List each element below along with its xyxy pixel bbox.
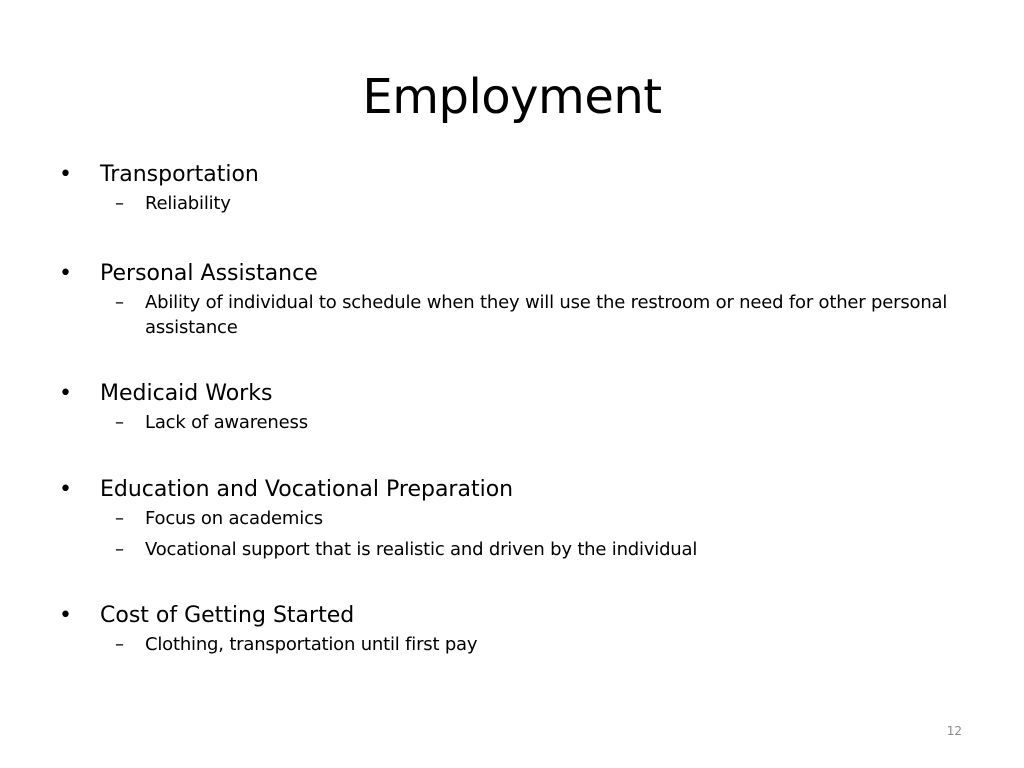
bullet-item: [0, 379, 1000, 409]
sub-bullet-text: Focus on academics: [145, 508, 323, 529]
sub-bullet-item: [0, 410, 1000, 435]
bullet-group-personal-assistance: [0, 259, 1000, 340]
bullet-text: Cost of Getting Started: [100, 603, 355, 628]
dash-icon: –: [115, 508, 124, 529]
bullet-item: [0, 160, 1000, 190]
dash-icon: –: [115, 634, 124, 655]
sub-bullet-item: [0, 191, 1000, 216]
sub-bullet-item: [0, 632, 1000, 657]
bullet-item: [0, 601, 1000, 631]
bullet-item: [0, 475, 1000, 505]
sub-bullet-item: [0, 506, 1000, 531]
sub-bullet-item: [0, 290, 1000, 340]
sub-bullet-text: Vocational support that is realistic and driven by the individual: [145, 539, 698, 560]
bullet-text: Education and Vocational Preparation: [100, 477, 514, 502]
bullet-icon: •: [59, 603, 72, 628]
dash-icon: –: [115, 292, 124, 313]
bullet-text: Personal Assistance: [100, 261, 318, 286]
bullet-icon: •: [59, 162, 72, 187]
bullet-group-cost: [0, 601, 1000, 657]
bullet-group-medicaid-works: [0, 379, 1000, 435]
bullet-icon: •: [59, 477, 72, 502]
sub-bullet-text: Ability of individual to schedule when they will use the restroom or need for other personal assistance: [145, 292, 948, 338]
bullet-item: [0, 259, 1000, 289]
sub-bullet-item: [0, 537, 1000, 562]
dash-icon: –: [115, 412, 124, 433]
bullet-text: Medicaid Works: [100, 381, 273, 406]
bullet-text: Transportation: [100, 162, 259, 187]
dash-icon: –: [115, 193, 124, 214]
bullet-group-transportation: [0, 160, 1000, 216]
bullet-icon: •: [59, 261, 72, 286]
dash-icon: –: [115, 539, 124, 560]
sub-bullet-text: Lack of awareness: [145, 412, 308, 433]
slide-number: 12: [946, 724, 962, 738]
sub-bullet-text: Clothing, transportation until first pay: [145, 634, 478, 655]
bullet-group-education: [0, 475, 1000, 562]
sub-bullet-text: Reliability: [145, 193, 231, 214]
bullet-icon: •: [59, 381, 72, 406]
slide-title: Employment: [362, 69, 662, 125]
